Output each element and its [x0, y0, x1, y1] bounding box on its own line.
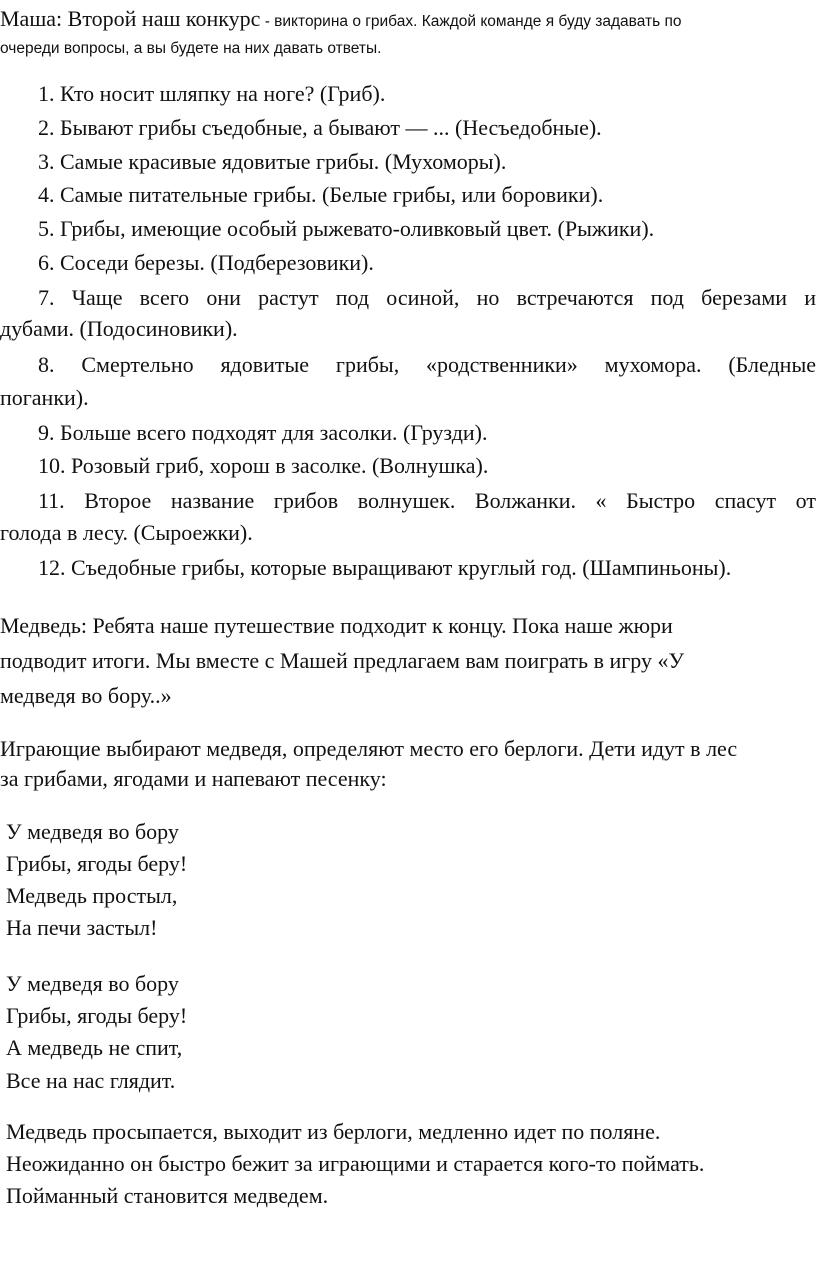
- question-8-line-2: поганки).: [0, 385, 89, 410]
- question-10: 10. Розовый гриб, хорош в засолке. (Волнушка).: [38, 453, 489, 478]
- question-11-line-2: голода в лесу. (Сыроежки).: [0, 520, 253, 545]
- question-4: 4. Самые питательные грибы. (Белые грибы, или боровики).: [38, 182, 604, 207]
- ending-line-3: Пойманный становится медведем.: [6, 1183, 329, 1208]
- game-rules-line-2: за грибами, ягодами и напевают песенку:: [0, 766, 387, 791]
- poem-2-line-4: Все на нас глядит.: [6, 1068, 176, 1093]
- bear-speech-line-2: подводит итоги. Мы вместе с Машей предлагаем вам поиграть в игру «У: [0, 648, 685, 673]
- bear-speech-line-3: медведя во бору..»: [0, 683, 172, 708]
- question-9: 9. Больше всего подходят для засолки. (Грузди).: [38, 420, 488, 445]
- poem-1-line-4: На печи застыл!: [6, 915, 158, 940]
- poem-2-line-3: А медведь не спит,: [6, 1035, 183, 1060]
- question-7-line-2: дубами. (Подосиновики).: [0, 316, 238, 341]
- question-1: 1. Кто носит шляпку на ноге? (Гриб).: [38, 81, 386, 106]
- poem-2-line-1: У медведя во бору: [6, 971, 179, 996]
- poem-1-line-1: У медведя во бору: [6, 819, 179, 844]
- poem-1-line-2: Грибы, ягоды беру!: [6, 851, 188, 876]
- question-8-line-1: 8. Смертельно ядовитые грибы, «родственники» мухомора. (Бледные: [38, 352, 816, 377]
- poem-2-line-2: Грибы, ягоды беру!: [6, 1003, 188, 1028]
- question-7-line-1: 7. Чаще всего они растут под осиной, но встречаются под березами и: [38, 285, 816, 310]
- intro-line-1: [0, 4, 682, 37]
- bear-speech-line-1: Медведь: Ребята наше путешествие подходит к концу. Пока наше жюри: [0, 613, 673, 638]
- question-12: 12. Съедобные грибы, которые выращивают круглый год. (Шампиньоны).: [38, 555, 732, 580]
- question-3: 3. Самые красивые ядовитые грибы. (Мухоморы).: [38, 149, 507, 174]
- question-5: 5. Грибы, имеющие особый рыжевато-оливковый цвет. (Рыжики).: [38, 216, 655, 241]
- ending-line-1: Медведь просыпается, выходит из берлоги, медленно идет по поляне.: [6, 1119, 661, 1144]
- question-2: 2. Бывают грибы съедобные, а бывают — ... (Несъедобные).: [38, 115, 602, 140]
- question-11-line-1: 11. Второе название грибов волнушек. Волжанки. « Быстро спасут от: [38, 488, 816, 513]
- intro-speaker-title: Маша: Второй наш конкурс: [0, 6, 261, 31]
- intro-line-2: очереди вопросы, а вы будете на них давать ответы.: [0, 40, 382, 57]
- question-6: 6. Соседи березы. (Подберезовики).: [38, 250, 374, 275]
- game-rules-line-1: Играющие выбирают медведя, определяют место его берлоги. Дети идут в лес: [0, 736, 738, 761]
- intro-line-1-rest: - викторина о грибах. Каждой команде я буду задавать по: [260, 13, 682, 30]
- poem-1-line-3: Медведь простыл,: [6, 883, 178, 908]
- ending-line-2: Неожиданно он быстро бежит за играющими и старается кого-то поймать.: [6, 1151, 705, 1176]
